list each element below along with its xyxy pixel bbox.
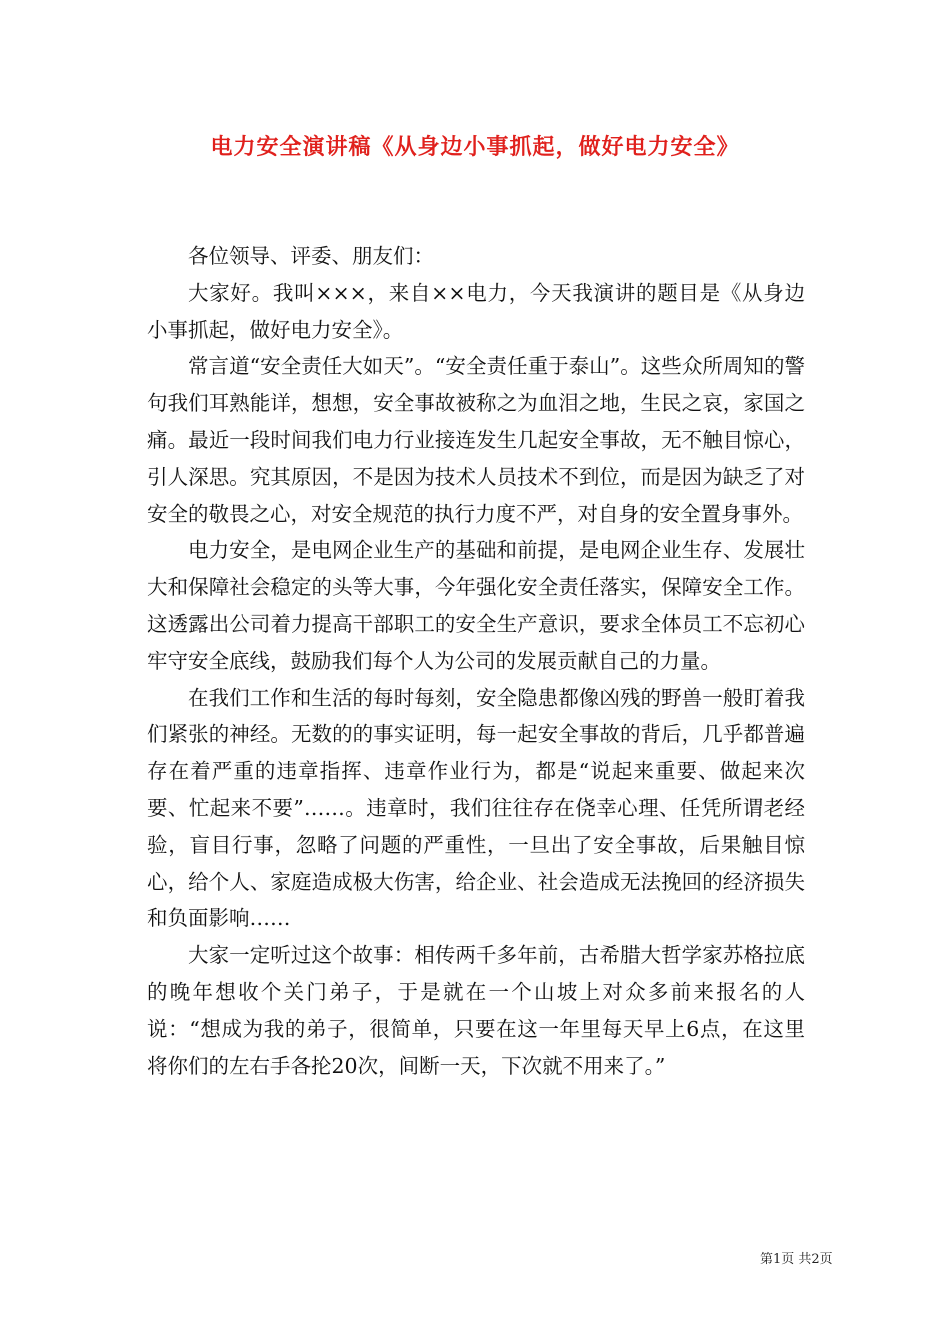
body-paragraph: 电力安全，是电网企业生产的基础和前提，是电网企业生存、发展壮大和保障社会稳定的头等大事，今年强化安全责任落实，保障安全工作。这透露出公司着力提高干部职工的安全生产意识，要求全体员工不忘初心牢守安全底线，鼓励我们每个人为公司的发展贡献自己的力量。 [147, 538, 805, 673]
body-paragraph: 大家一定听过这个故事：相传两千多年前，古希腊大哲学家苏格拉底的晚年想收个关门弟子，于是就在一个山坡上对众多前来报名的人说：“想成为我的弟子，很简单，只要在这一年里每天早上6点，在这里将你们的左右手各抡20次，间断一天，下次就不用来了。” [147, 943, 805, 1078]
document-title: 电力安全演讲稿《从身边小事抓起，做好电力安全》 [210, 134, 740, 160]
body-paragraph: 常言道“安全责任大如天”。“安全责任重于泰山”。这些众所周知的警句我们耳熟能详，想想，安全事故被称之为血泪之地，生民之哀，家国之痛。最近一段时间我们电力行业接连发生几起安全事故，无不触目惊心，引人深思。究其原因，不是因为技术人员技术不到位，而是因为缺乏了对安全的敬畏之心，对安全规范的执行力度不严，对自身的安全置身事外。 [147, 354, 805, 526]
document-body [147, 238, 805, 1084]
body-paragraph: 在我们工作和生活的每时每刻，安全隐患都像凶残的野兽一般盯着我们紧张的神经。无数的的事实证明，每一起安全事故的背后，几乎都普遍存在着严重的违章指挥、违章作业行为，都是“说起来重要、做起来次要、忙起来不要”……。违章时，我们往往存在侥幸心理、任凭所谓老经验，盲目行事，忽略了问题的严重性，一旦出了安全事故，后果触目惊心，给个人、家庭造成极大伤害，给企业、社会造成无法挽回的经济损失和负面影响…… [147, 685, 805, 931]
page-number: 第1页 共2页 [760, 1252, 833, 1267]
salutation-paragraph: 各位领导、评委、朋友们： [188, 244, 434, 268]
intro-paragraph: 大家好。我叫×××，来自××电力，今天我演讲的题目是《从身边小事抓起，做好电力安全》。 [147, 280, 805, 342]
